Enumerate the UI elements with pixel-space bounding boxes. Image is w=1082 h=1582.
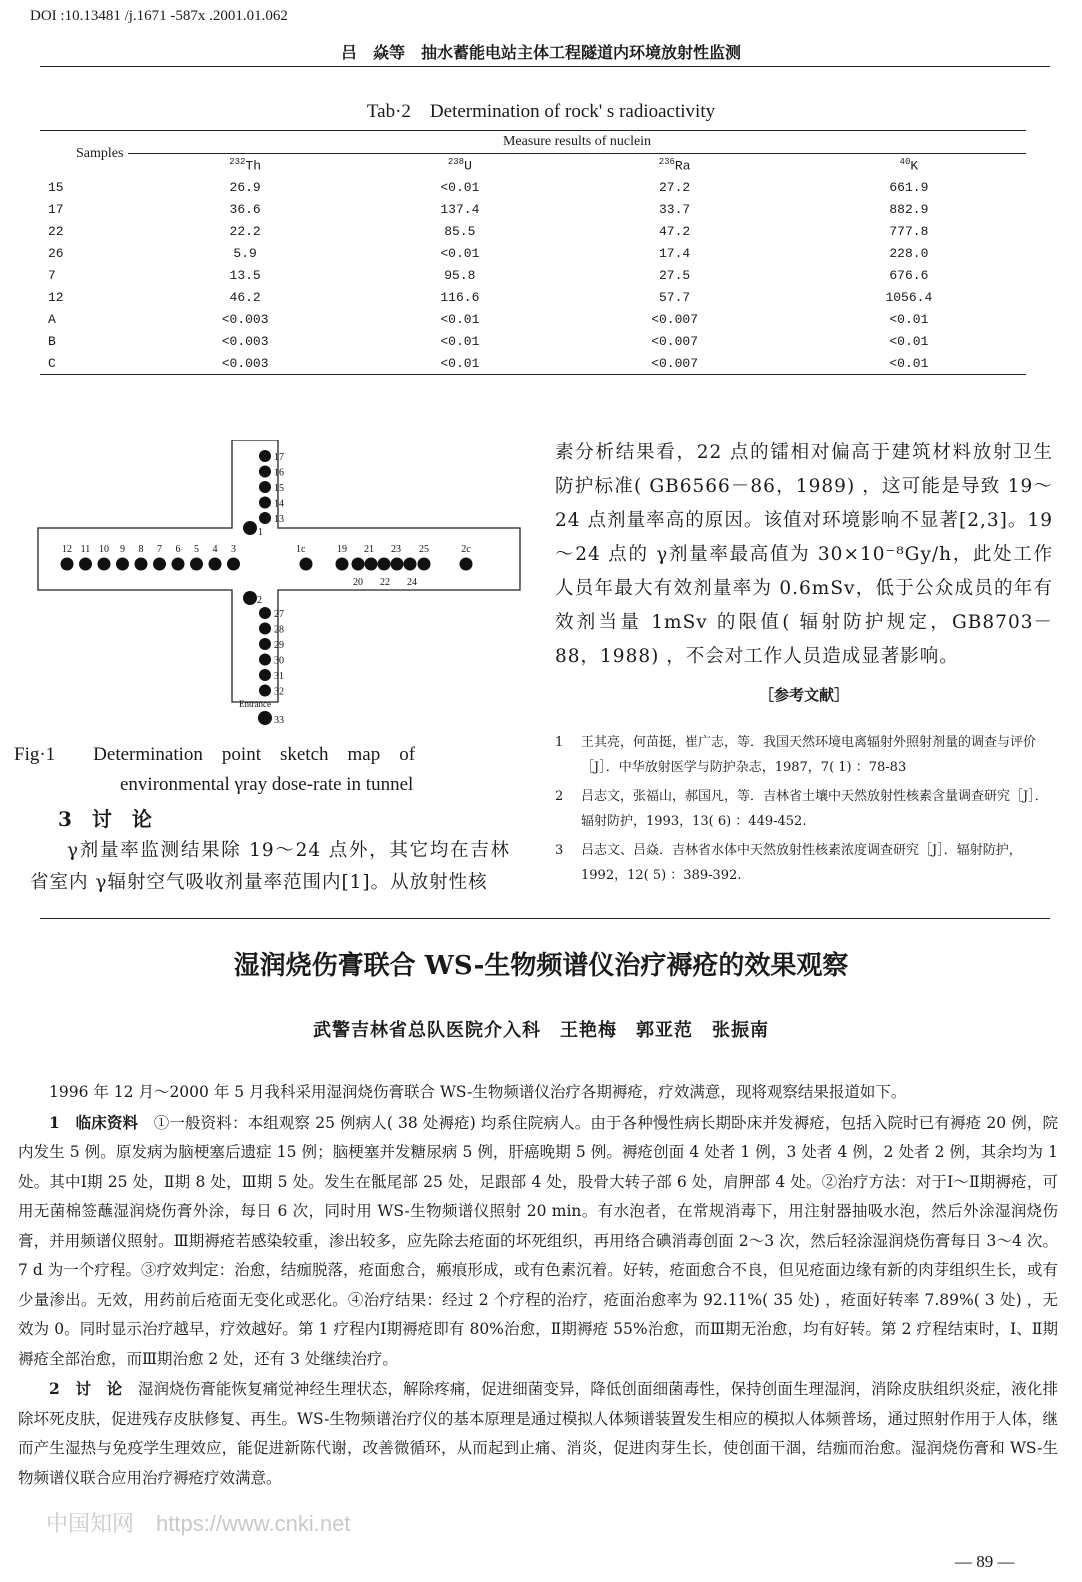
point-label: 32 (274, 686, 284, 698)
value-cell: 33.7 (659, 201, 691, 217)
article-body (18, 1078, 1058, 1493)
right-column-text: 素分析结果看，22 点的镭相对偏高于建筑材料放射卫生防护标准( GB6566－86，1989) ，这可能是导致 19～24 点剂量率高的原因。该值对环境影响不显著[2,3]。19～24 点的 γ剂量率最高值为 30×10⁻⁸Gy/h，此处工作人员年最大有效剂量率为 0.6mSv，低于公众成员的年有效剂当量 1mSv 的限值( 辐射防护规定，GB8703－88，1988) ，不会对工作人员造成显著影响。 (555, 442, 1053, 667)
value-cell: 27.5 (659, 267, 691, 283)
nuclide-symbol: Th (245, 158, 262, 174)
value-cell: <0.01 (362, 352, 557, 375)
point-label: 5 (194, 544, 199, 555)
point-label: 6 (175, 544, 181, 555)
point-label: 7 (157, 544, 162, 555)
measurement-point (391, 558, 404, 571)
sample-cell: C (40, 352, 128, 375)
nuclide-header (557, 154, 791, 177)
measurement-point (116, 558, 129, 571)
value-cell: 5.9 (233, 245, 257, 261)
measurement-point (259, 685, 271, 697)
measurement-point (259, 497, 271, 509)
measurement-point (258, 711, 272, 725)
point-label: 8 (138, 544, 144, 555)
table-row (40, 308, 1026, 330)
point-label: 1 (258, 527, 263, 538)
point-label: 15 (274, 483, 284, 494)
value-cell: 1056.4 (885, 289, 933, 305)
value-cell: <0.01 (440, 311, 480, 327)
table-title: Tab·2 Determination of rock' s radioactivity (366, 101, 716, 122)
measurement-point (243, 591, 257, 605)
point-label: 22 (380, 577, 390, 588)
point-label: 24 (407, 577, 417, 588)
reference-text: 吕志文，张福山，郝国凡，等．吉林省土壤中天然放射性核素含量调查研究［J］．辐射防护，1993，13( 6) ：449-452. (581, 789, 1048, 829)
reference-number: 2 (555, 789, 564, 804)
nuclide-symbol: K (910, 158, 919, 174)
table-row (40, 286, 1026, 308)
measurement-point (259, 512, 271, 524)
measurement-point (259, 607, 271, 619)
references-list (555, 730, 1055, 892)
point-label: 20 (353, 577, 363, 588)
article-intro: 1996 年 12 月～2000 年 5 月我科采用湿润烧伤膏联合 WS-生物频谱仪治疗各期褥疮，疗效满意，现将观察结果报道如下。 (49, 1083, 907, 1101)
measurement-point (190, 558, 203, 571)
nuclide-symbol: U (464, 158, 472, 174)
measurement-point (259, 654, 271, 666)
section3-heading: 3 讨 论 (58, 807, 152, 831)
article-authors: 武警吉林省总队医院介入科 王艳梅 郭亚范 张振南 (313, 1020, 769, 1041)
table-row (40, 242, 1026, 264)
nuclide-mass: 232 (229, 156, 246, 167)
point-label: 23 (391, 544, 401, 555)
reference-item (555, 838, 1055, 888)
tunnel-sketch-figure (20, 440, 540, 730)
value-cell: 676.6 (889, 267, 929, 283)
point-label: 27 (274, 609, 284, 620)
point-label: 1c (296, 544, 306, 555)
section1-text: ①一般资料：本组观察 25 例病人( 38 处褥疮) 均系住院病人。由于各种慢性病长期卧床并发褥疮，包括入院时已有褥疮 20 例，院内发生 5 例。原发病为脑梗塞后遗症 15 例；脑梗塞并发糖尿病 5 例，肝癌晚期 5 例。褥疮创面 4 处者 1 例，3 处者 4 例，2 处者 2 例，其余均为 1 处。其中Ⅰ期 25 处，Ⅱ期 8 处，Ⅲ期 5 处。发生在骶尾部 25 处，足跟部 4 处，股骨大转子部 6 处，肩胛部 4 处。②治疗方法：对于Ⅰ～Ⅱ期褥疮，可用无菌棉签蘸湿润烧伤膏外涂，每日 6 次，同时用 WS-生物频谱仪照射 20 min。有水泡者，在常规消毒下，用注射器抽吸水泡，然后外涂湿润烧伤膏，并用频谱仪照射。Ⅲ期褥疮若感染较重，渗出较多，应先除去疮面的坏死组织，再用络合碘消毒创面 2～3 次，然后轻涂湿润烧伤膏每日 3～4 次。7 d 为一个疗程。③疗效判定：治愈，结痂脱落，疮面愈合，瘢痕形成，或有色素沉着。好转，疮面愈合不良，但见疮面边缘有新的肉芽组织生长，或有少量渗出。无效，用药前后疮面无变化或恶化。④治疗结果：经过 2 个疗程的治疗，疮面治愈率为 92.11%( 35 处) ，疮面好转率 7.89%( 3 处) ，无效为 0。同时显示治疗越早，疗效越好。第 1 疗程内Ⅰ期褥疮即有 80%治愈，Ⅱ期褥疮 55%治愈，而Ⅲ期无治愈，均有好转。第 2 疗程结束时，Ⅰ、Ⅱ期褥疮全部治愈，而Ⅲ期治愈 2 处，还有 3 处继续治疗。 (18, 1113, 1058, 1368)
point-label: 11 (80, 544, 91, 555)
nuclide-header-row (40, 154, 1026, 177)
measurement-point (300, 558, 313, 571)
article-title: 湿润烧伤膏联合 WS-生物频谱仪治疗褥疮的效果观察 (233, 951, 849, 981)
measurement-point (336, 558, 349, 571)
reference-number: 3 (555, 843, 564, 858)
point-label: 31 (274, 671, 284, 682)
doi: DOI :10.13481 /j.1671 -587x .2001.01.062 (30, 8, 288, 24)
table-row (40, 220, 1026, 242)
measurement-point (172, 558, 185, 571)
value-cell: <0.007 (651, 311, 699, 327)
measurement-point (259, 623, 271, 635)
measurement-point (460, 558, 473, 571)
nuclide-header (128, 154, 362, 177)
value-cell: 228.0 (889, 245, 929, 261)
reference-number: 1 (555, 735, 564, 750)
point-label: 4 (212, 544, 218, 555)
value-cell: 46.2 (229, 289, 261, 305)
value-cell: <0.007 (557, 352, 791, 375)
value-cell: 47.2 (659, 223, 691, 239)
point-label: 3 (231, 544, 236, 555)
samples-header: Samples (40, 131, 128, 177)
value-cell: <0.003 (221, 311, 269, 327)
figure-caption (14, 740, 514, 800)
sample-cell: 22 (48, 223, 64, 239)
article-section1 (18, 1108, 1058, 1375)
point-label: 17 (274, 452, 284, 463)
measurement-point (79, 558, 92, 571)
value-cell: 57.7 (659, 289, 691, 305)
point-label: 21 (364, 544, 374, 555)
table-row (40, 264, 1026, 286)
nuclide-symbol: Ra (674, 158, 691, 174)
value-cell: 777.8 (889, 223, 929, 239)
nuclide-header (362, 154, 557, 177)
point-label: 2c (461, 544, 471, 555)
value-cell: 85.5 (444, 223, 476, 239)
header-rule (40, 66, 1050, 67)
article-separator (40, 918, 1050, 919)
watermark: 中国知网 https://www.cnki.net (46, 1511, 351, 1536)
value-cell: 26.9 (229, 179, 261, 195)
table-row (40, 330, 1026, 352)
value-cell: 116.6 (440, 289, 480, 305)
value-cell: 95.8 (444, 267, 476, 283)
point-label: 28 (274, 624, 284, 636)
value-cell: <0.01 (440, 333, 480, 349)
measurement-point (365, 558, 378, 571)
measurement-point (135, 558, 148, 571)
point-label: 29 (274, 640, 284, 651)
measurement-point (418, 558, 431, 571)
measurement-point (259, 450, 271, 462)
measurement-point (378, 558, 391, 571)
measurement-point (153, 558, 166, 571)
value-cell: <0.007 (651, 333, 699, 349)
reference-item (555, 784, 1055, 834)
running-header: 吕 焱等 抽水蓄能电站主体工程隧道内环境放射性监测 (340, 43, 741, 62)
reference-item (555, 730, 1055, 780)
table-row (40, 198, 1026, 220)
sample-cell: 26 (48, 245, 64, 261)
sample-cell: 12 (48, 289, 64, 305)
references-title: ［参考文献］ (758, 686, 849, 704)
article-section2 (18, 1374, 1058, 1493)
measure-header: Measure results of nuclein (128, 131, 1026, 154)
measurement-point (259, 481, 271, 493)
nuclide-header (792, 154, 1026, 177)
value-cell: <0.01 (440, 179, 480, 195)
point-label: 33 (274, 715, 284, 726)
measurement-point (259, 669, 271, 681)
value-cell: 661.9 (889, 179, 929, 195)
section2-heading: 2 讨 论 (49, 1379, 123, 1398)
point-label: 16 (274, 467, 284, 479)
measurement-point (404, 558, 417, 571)
value-cell: 13.5 (229, 267, 261, 283)
sample-cell: 17 (48, 201, 64, 217)
measurement-point (259, 638, 271, 650)
measurement-point (61, 558, 74, 571)
value-cell: <0.01 (889, 311, 929, 327)
point-label: 25 (419, 544, 429, 555)
point-label: 12 (62, 544, 72, 555)
section2-text: 湿润烧伤膏能恢复痛觉神经生理状态，解除疼痛，促进细菌变异，降低创面细菌毒性，保持创面生理湿润，消除皮肤组织炎症，液化排除坏死皮肤，促进残存皮肤修复、再生。WS-生物频谱治疗仪的基本原理是通过模拟人体频谱装置发生相应的模拟人体频普场，通过照射作用于人体，继而产生湿热与免疫学生理效应，能促进新陈代谢，改善微循环，从而起到止痛、消炎，促进肉芽生长，使创面干涸，结痂而治愈。湿润烧伤膏和 WS-生物频谱仪联合应用治疗褥疮疗效满意。 (18, 1380, 1058, 1487)
section3-text: γ剂量率监测结果除 19～24 点外，其它均在吉林省室内 γ辐射空气吸收剂量率范围内[1]。从放射性核 (30, 840, 510, 893)
sample-cell: 15 (48, 179, 64, 195)
point-label: 13 (274, 514, 284, 525)
sample-cell: B (48, 333, 56, 349)
value-cell: 137.4 (440, 201, 480, 217)
table-row (40, 352, 1026, 375)
nuclide-mass: 238 (447, 156, 465, 167)
nuclide-mass: 40 (899, 156, 911, 167)
point-label: 10 (99, 544, 109, 555)
value-cell: 36.6 (229, 201, 261, 217)
point-label: 9 (120, 544, 125, 555)
reference-text: 王其亮，何苗挺，崔广志，等．我国天然环境电离辐射外照射剂量的调查与评价［J］．中华放射医学与防护杂志，1987，7( 1) ：78-83 (581, 735, 1037, 775)
value-cell: 17.4 (659, 245, 691, 261)
value-cell: 27.2 (659, 179, 691, 195)
point-label: 14 (274, 498, 284, 510)
measurement-point (209, 558, 222, 571)
value-cell: <0.01 (792, 352, 1026, 375)
value-cell: 882.9 (889, 201, 929, 217)
sample-cell: 7 (48, 267, 56, 283)
measurement-point (227, 558, 240, 571)
value-cell: <0.01 (889, 333, 929, 349)
measurement-point (243, 521, 257, 535)
measurement-point (352, 558, 365, 571)
measurement-point (98, 558, 111, 571)
point-label: 2 (257, 595, 262, 606)
value-cell: <0.003 (128, 352, 362, 375)
section1-heading: 1 临床资料 (49, 1112, 139, 1132)
point-label: 19 (337, 544, 347, 555)
point-label: 30 (274, 655, 284, 667)
figure-caption-line1: Fig·1 Determination point sketch map of (14, 744, 416, 765)
page-number: — 89 — (955, 1552, 1015, 1571)
table-body (40, 176, 1026, 375)
value-cell: <0.01 (440, 245, 480, 261)
table-row (40, 176, 1026, 198)
point-label: Entrance (239, 699, 271, 709)
sample-cell: A (48, 311, 56, 327)
measurement-point (259, 466, 271, 478)
value-cell: 22.2 (229, 223, 261, 239)
radioactivity-table (40, 130, 1026, 375)
reference-text: 吕志文、吕焱．吉林省水体中天然放射性核素浓度调查研究［J］．辐射防护，1992，12( 5) ：389-392. (581, 843, 1022, 883)
value-cell: <0.003 (221, 333, 269, 349)
figure-caption-line2: environmental γray dose-rate in tunnel (120, 774, 414, 795)
nuclide-mass: 236 (658, 156, 675, 167)
